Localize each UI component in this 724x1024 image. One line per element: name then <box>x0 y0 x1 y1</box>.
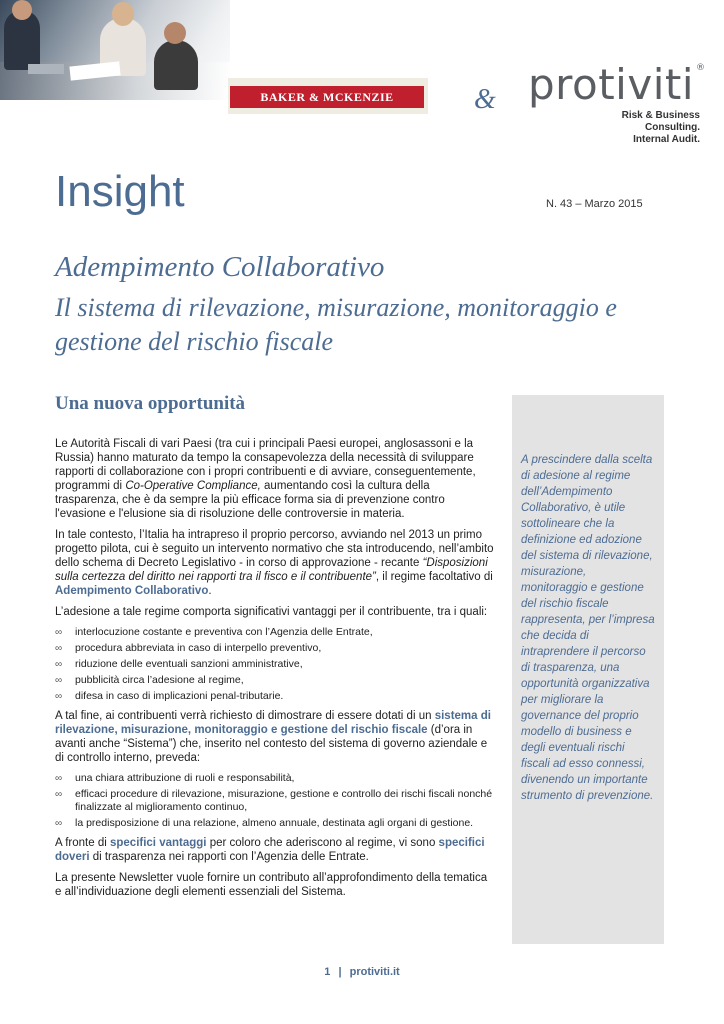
page-footer <box>0 966 724 978</box>
photo-person-3 <box>154 40 198 90</box>
list-item-text: difesa in caso di implicazioni penal-tributarie. <box>75 690 284 702</box>
issue-number: N. 43 – Marzo 2015 <box>546 198 643 210</box>
paragraph-5-text-b: per coloro che aderiscono al regime, vi sono <box>206 837 439 849</box>
paragraph-2-text-c: . <box>208 585 212 597</box>
paragraph-2-text-b: , il regime facoltativo di <box>375 571 493 583</box>
main-column <box>55 437 495 906</box>
paragraph-2-text-a: In tale contesto, l’Italia ha intrapreso il proprio percorso, avviando nel 2013 un primo progetto pilota, cui è seguito un intervento normativo che sta introducendo, nell’ambito dello schema di Decreto Legislativo - in corso di approvazione - recante <box>55 529 494 569</box>
header-photo <box>0 0 230 100</box>
list-item <box>55 626 495 639</box>
list-item-text: la predisposizione di una relazione, almeno annuale, destinata agli organi di gestione. <box>75 817 474 829</box>
paragraph-1 <box>55 437 495 521</box>
infinity-bullet-icon: ∞ <box>55 789 63 800</box>
list-item <box>55 642 495 655</box>
list-item-text: pubblicità circa l’adesione al regime, <box>75 674 244 686</box>
protiviti-registered-mark: ® <box>696 63 706 73</box>
page-number: 1 <box>324 966 331 978</box>
list-item <box>55 658 495 671</box>
paragraph-1-text-b: aumentando così la cultura della trasparenza, che è da sempre la più efficace forma sia di prevenzione contro l'evasione e l'elusione sia di risoluzione delle controversie in materia. <box>55 480 445 520</box>
main-heading: Adempimento Collaborativo <box>55 251 385 283</box>
baker-mckenzie-logo-text: BAKER & MCKENZIE <box>260 89 394 104</box>
photo-person-2-head <box>112 2 134 26</box>
protiviti-tagline-1: Risk & Business Consulting. <box>621 110 700 133</box>
list-item <box>55 674 495 687</box>
protiviti-logo <box>528 60 706 109</box>
baker-mckenzie-logo <box>230 86 424 108</box>
protiviti-tagline <box>582 110 700 146</box>
paragraph-5-text-c: di trasparenza nei rapporti con l’Agenzia delle Entrate. <box>89 851 369 863</box>
infinity-bullet-icon: ∞ <box>55 818 63 829</box>
logo-ampersand: & <box>474 84 496 115</box>
paragraph-1-text-a: Le Autorità Fiscali di vari Paesi (tra cui i principali Paesi europei, anglosassoni e la Russia) hanno maturato da tempo la consapevolezza della necessità di sviluppare rapporti di collaborazione con i propri contribuenti e di avviare, conseguentemente, programmi di <box>55 438 476 492</box>
paragraph-3: L’adesione a tale regime comporta significativi vantaggi per il contribuente, tra i quali: <box>55 606 488 618</box>
protiviti-logo-text: protiviti <box>528 60 694 109</box>
requirements-list <box>55 772 495 830</box>
footer-site-link[interactable]: protiviti.it <box>349 966 400 978</box>
paragraph-5-highlight-1: specifici vantaggi <box>109 837 207 849</box>
infinity-bullet-icon: ∞ <box>55 691 63 702</box>
photo-laptop <box>28 64 64 74</box>
list-item-text: efficaci procedure di rilevazione, misurazione, gestione e controllo dei rischi fiscali nonché finalizzate al miglioramento continuo, <box>75 788 493 813</box>
list-item-text: una chiara attribuzione di ruoli e responsabilità, <box>75 772 295 784</box>
list-item-text: procedura abbreviata in caso di interpello preventivo, <box>75 642 322 654</box>
infinity-bullet-icon: ∞ <box>55 627 63 638</box>
paragraph-2-highlight: Adempimento Collaborativo <box>55 585 209 597</box>
newsletter-title: Insight <box>55 167 185 216</box>
infinity-bullet-icon: ∞ <box>55 675 63 686</box>
advantages-list <box>55 626 495 703</box>
paragraph-4-text-a: A tal fine, ai contribuenti verrà richiesto di dimostrare di essere dotati di un <box>55 710 435 722</box>
footer-separator: | <box>338 966 342 978</box>
paragraph-1-emphasis: Co-Operative Compliance, <box>125 480 261 492</box>
paragraph-4-text-b: (d’ora in avanti anche “Sistema”) che, inserito nel contesto del sistema di governo aziendale e di controllo interno, preveda: <box>55 724 488 764</box>
paragraph-4-highlight: sistema di rilevazione, misurazione, monitoraggio e gestione del rischio fiscale <box>55 710 491 736</box>
paragraph-5-text-a: A fronte di <box>55 837 110 849</box>
infinity-bullet-icon: ∞ <box>55 643 63 654</box>
section-heading: Una nuova opportunità <box>55 393 246 414</box>
list-item <box>55 690 495 703</box>
paragraph-5 <box>55 836 495 864</box>
paragraph-4 <box>55 709 495 765</box>
list-item <box>55 788 495 814</box>
sub-heading: Il sistema di rilevazione, misurazione, monitoraggio e gestione del rischio fiscale <box>55 293 617 356</box>
list-item-text: interlocuzione costante e preventiva con l’Agenzia delle Entrate, <box>75 626 373 638</box>
list-item <box>55 817 495 830</box>
list-item <box>55 772 495 785</box>
paragraph-2-emphasis: “Disposizioni sulla certezza del diritto nei rapporti tra il fisco e il contribuente” <box>55 557 488 583</box>
protiviti-tagline-2: Internal Audit. <box>633 134 700 145</box>
infinity-bullet-icon: ∞ <box>55 659 63 670</box>
photo-person-1-head <box>12 0 32 20</box>
paragraph-6: La presente Newsletter vuole fornire un contributo all’approfondimento della tematica e all’individuazione degli elementi essenziali del Sistema. <box>55 872 488 898</box>
list-item-text: riduzione delle eventuali sanzioni amministrative, <box>75 658 303 670</box>
paragraph-5-highlight-2: specifici doveri <box>55 837 485 863</box>
paragraph-2 <box>55 528 495 598</box>
photo-person-3-head <box>164 22 186 44</box>
infinity-bullet-icon: ∞ <box>55 773 63 784</box>
sidebar-text: A prescindere dalla scelta di adesione al regime dell’Adempimento Collaborativo, è utile sottolineare che la definizione ed adozione del sistema di rilevazione, misurazione, monitoraggio e gestione del rischio fiscale rappresenta, per l’impresa che decida di intraprendere il percorso di trasparenza, una opportunità organizzativa per migliorare la governance del proprio modello di business e degli eventuali rischi fiscali ad esso connessi, divenendo un importante strumento di prevenzione. <box>521 454 655 802</box>
